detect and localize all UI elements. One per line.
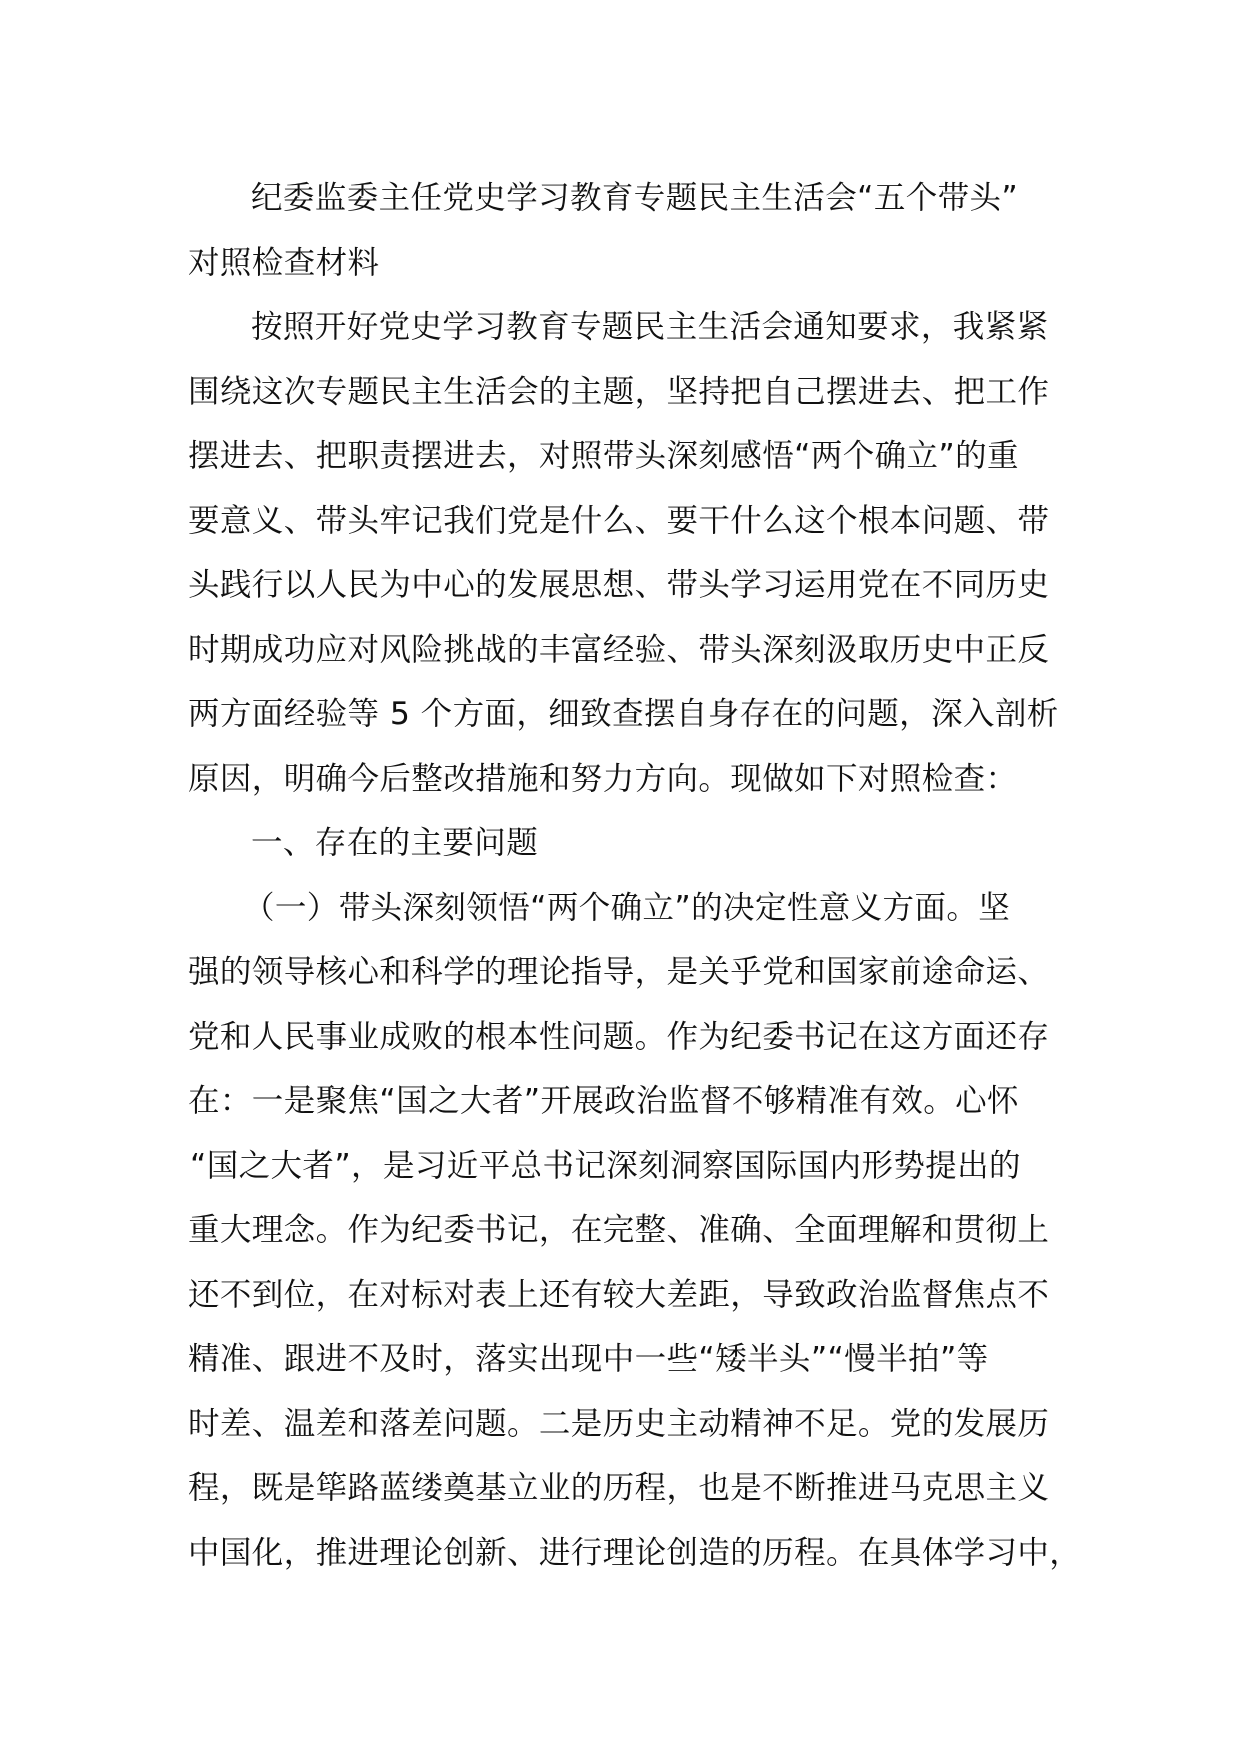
intro-paragraph-line: 按照开好党史学习教育专题民主生活会通知要求，我紧紧 <box>251 309 1049 345</box>
intro-paragraph-line: 围绕这次专题民主生活会的主题，坚持把自己摆进去、把工作 <box>188 373 1050 410</box>
body-paragraph-line: 中国化，推进理论创新、进行理论创造的历程。在具体学习中， <box>188 1534 1082 1571</box>
intro-paragraph-line: 时期成功应对风险挑战的丰富经验、带头深刻汲取历史中正反 <box>188 631 1050 668</box>
section-heading: 一、存在的主要问题 <box>251 825 539 861</box>
body-paragraph-line: 在：一是聚焦“国之大者”开展政治监督不够精准有效。心怀 <box>188 1083 1019 1119</box>
body-paragraph-line: 强的领导核心和科学的理论指导，是关乎党和国家前途命运、 <box>188 954 1050 990</box>
document-title-line-1: 纪委监委主任党史学习教育专题民主生活会“五个带头” <box>251 180 1019 216</box>
intro-paragraph-line: 原因，明确今后整改措施和努力方向。现做如下对照检查： <box>188 760 1018 797</box>
body-paragraph-line: （一）带头深刻领悟“两个确立”的决定性意义方面。坚 <box>243 889 1011 926</box>
intro-paragraph-line: 头践行以人民为中心的发展思想、带头学习运用党在不同历史 <box>188 567 1050 603</box>
body-paragraph-line: 程，既是筚路蓝缕奠基立业的历程，也是不断推进马克思主义 <box>188 1470 1050 1506</box>
intro-paragraph-line: 要意义、带头牢记我们党是什么、要干什么这个根本问题、带 <box>188 502 1050 539</box>
body-paragraph-line: 党和人民事业成败的根本性问题。作为纪委书记在这方面还存 <box>188 1018 1050 1055</box>
body-paragraph-line: 还不到位，在对标对表上还有较大差距，导致政治监督焦点不 <box>188 1276 1050 1313</box>
body-paragraph-line: “国之大者”，是习近平总书记深刻洞察国际国内形势提出的 <box>190 1147 1021 1184</box>
body-paragraph-line: 时差、温差和落差问题。二是历史主动精神不足。党的发展历 <box>188 1405 1050 1442</box>
intro-paragraph-line: 摆进去、把职责摆进去，对照带头深刻感悟“两个确立”的重 <box>188 438 1019 474</box>
body-paragraph-line: 重大理念。作为纪委书记，在完整、准确、全面理解和贯彻上 <box>188 1212 1050 1248</box>
document-title-line-2: 对照检查材料 <box>188 244 380 281</box>
intro-paragraph-line: 两方面经验等 5 个方面，细致查摆自身存在的问题，深入剖析 <box>188 696 1059 732</box>
body-paragraph-line: 精准、跟进不及时，落实出现中一些“矮半头”“慢半拍”等 <box>188 1341 989 1377</box>
document-body <box>188 166 1082 1585</box>
